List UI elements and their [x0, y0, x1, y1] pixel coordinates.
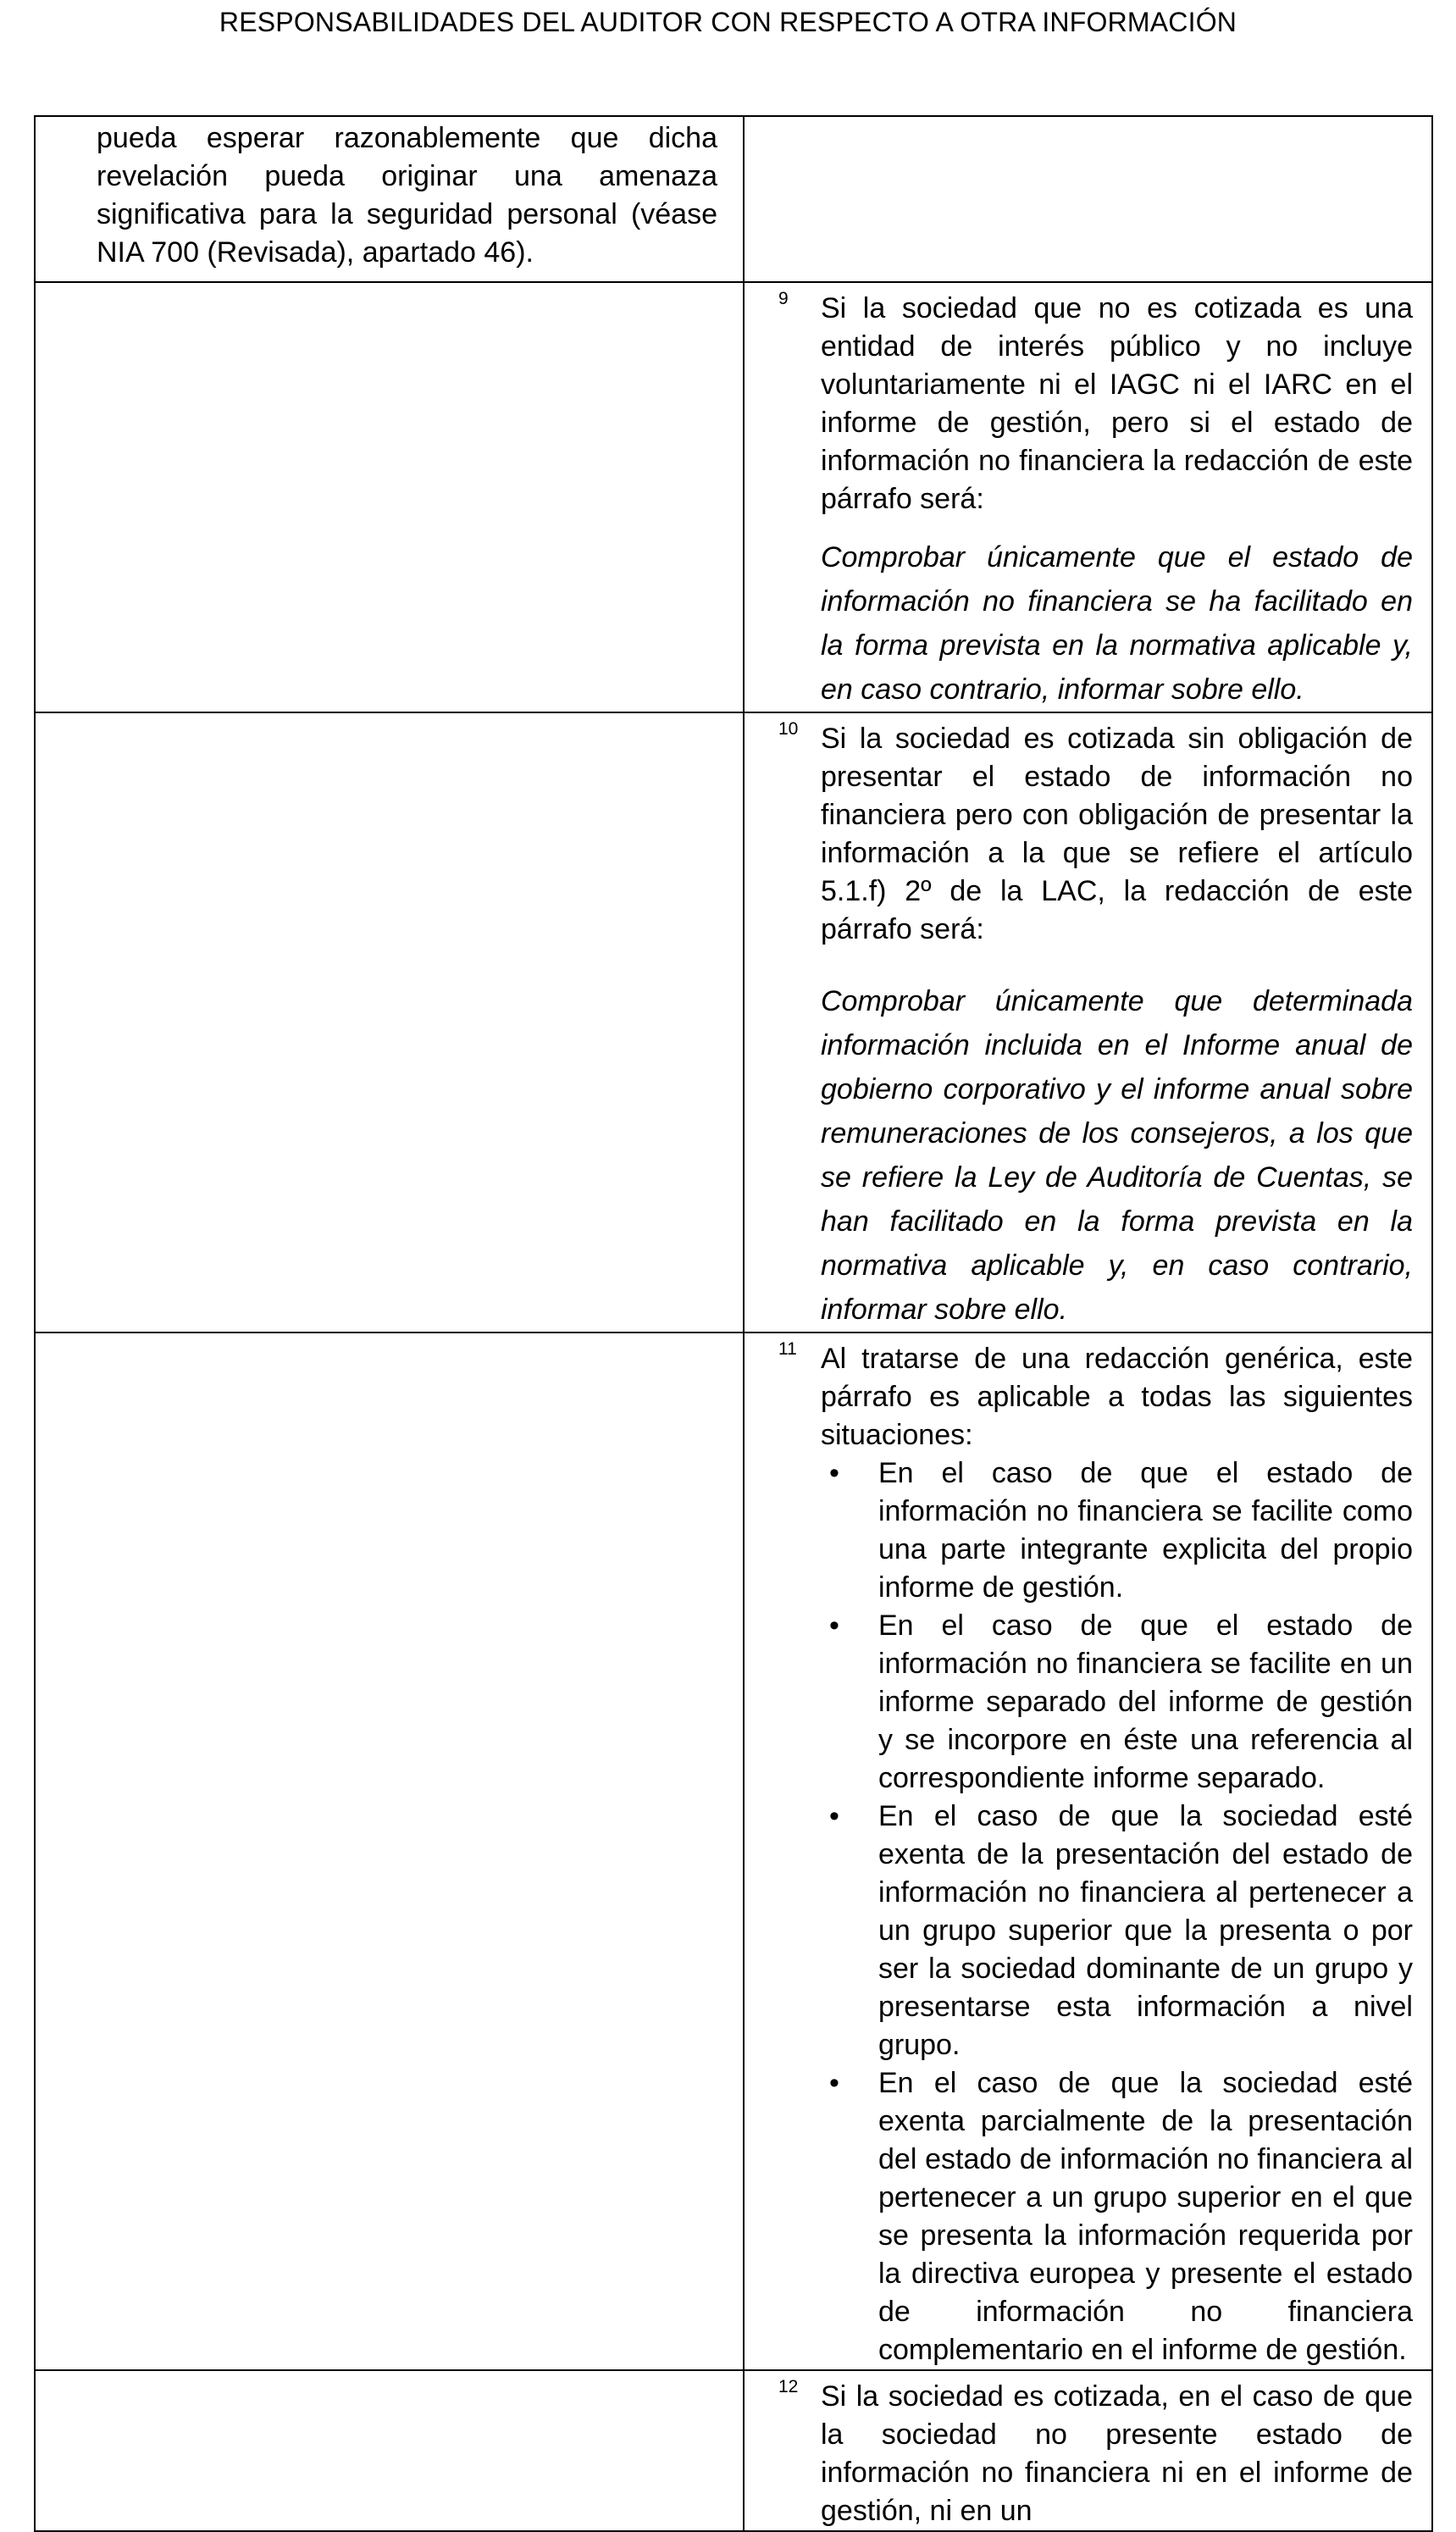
note-9	[745, 283, 1431, 712]
bullet-icon: •	[829, 2067, 839, 2099]
page-header: RESPONSABILIDADES DEL AUDITOR CON RESPECTO A OTRA INFORMACIÓN	[219, 7, 1237, 37]
note-12	[745, 2371, 1431, 2530]
table-row	[35, 712, 1432, 1332]
left-cell	[35, 2370, 744, 2531]
bullet-icon: •	[829, 1800, 839, 1832]
notes-table	[34, 115, 1433, 2532]
left-cell	[35, 116, 744, 282]
list-item	[821, 1798, 1413, 2064]
note-number: 12	[778, 2377, 799, 2396]
note-10	[745, 713, 1431, 1332]
left-cell	[35, 1332, 744, 2370]
note-number: 9	[778, 289, 789, 308]
note-cell	[744, 1332, 1432, 2370]
list-item-text: En el caso de que el estado de información no financiera se facilite como una parte integrante explicita del propio informe de gestión.	[878, 1457, 1413, 1604]
list-item	[821, 1607, 1413, 1798]
list-item-text: En el caso de que el estado de información no financiera se facilite en un informe separado del informe de gestión y se incorpore en éste una referencia al correspondiente informe separado.	[878, 1610, 1413, 1794]
list-item	[821, 2064, 1413, 2369]
note-text: Si la sociedad es cotizada, en el caso de que la sociedad no presente estado de información no financiera ni en el informe de gestión, ni en un	[821, 2380, 1413, 2527]
continuation-text: pueda esperar razonablemente que dicha revelación pueda originar una amenaza significativa para la seguridad personal (véase NIA 700 (Revisada), apartado 46).	[97, 122, 717, 269]
note-cell	[744, 282, 1432, 712]
note-text: Si la sociedad que no es cotizada es una entidad de interés público y no incluye voluntariamente ni el IAGC ni el IARC en el informe de gestión, pero si el estado de información no financiera la redacción de este párrafo será:	[821, 292, 1413, 515]
situation-list	[821, 1454, 1413, 2369]
note-cell	[744, 2370, 1432, 2531]
table-row	[35, 2370, 1432, 2531]
list-item-text: En el caso de que la sociedad esté exenta parcialmente de la presentación del estado de información no financiera al pertenecer a un grupo superior en el que se presenta la información requerida por la directiva europea y presente el estado de información no financiera complementario en el informe de gestión.	[878, 2067, 1413, 2366]
note-wording: Comprobar únicamente que el estado de información no financiera se ha facilitado en la forma prevista en la normativa aplicable y, en caso contrario, informar sobre ello.	[821, 541, 1413, 706]
left-cell	[35, 712, 744, 1332]
list-item	[821, 1454, 1413, 1607]
table-row	[35, 1332, 1432, 2370]
note-text: Si la sociedad es cotizada sin obligación de presentar el estado de información no financiera pero con obligación de presentar la información a la que se refiere el artículo 5.1.f) 2º de la LAC, la redacción de este párrafo será:	[821, 723, 1413, 945]
note-text: Al tratarse de una redacción genérica, este párrafo es aplicable a todas las siguientes situaciones:	[821, 1343, 1413, 1451]
list-item-text: En el caso de que la sociedad esté exenta de la presentación del estado de información no financiera al pertenecer a un grupo superior que la presenta o por ser la sociedad dominante de un grupo y presentarse esta información a nivel grupo.	[878, 1800, 1413, 2061]
left-cell	[35, 282, 744, 712]
note-wording: Comprobar únicamente que determinada información incluida en el Informe anual de gobierno corporativo y el informe anual sobre remuneraciones de los consejeros, a los que se refiere la Ley de Auditoría de Cuentas, se han facilitado en la forma prevista en la normativa aplicable y, en caso contrario, informar sobre ello.	[821, 985, 1413, 1326]
table-row	[35, 116, 1432, 282]
note-number: 10	[778, 719, 799, 739]
note-11	[745, 1333, 1431, 2369]
bullet-icon: •	[829, 1610, 839, 1642]
note-number: 11	[778, 1339, 797, 1359]
bullet-icon: •	[829, 1457, 839, 1489]
table-row	[35, 282, 1432, 712]
note-cell	[744, 712, 1432, 1332]
right-cell	[744, 116, 1432, 282]
